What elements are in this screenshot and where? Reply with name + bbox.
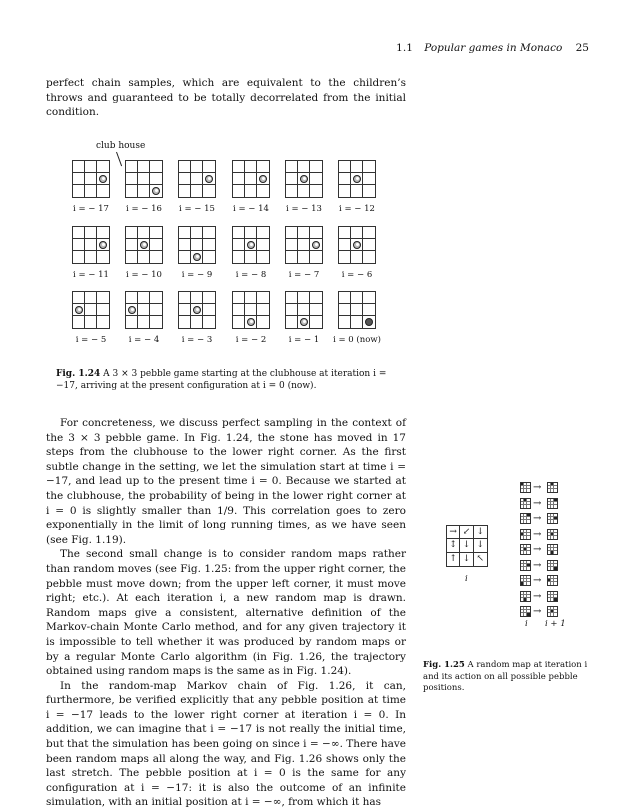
iteration-label: i = − 13: [286, 204, 322, 214]
grid-cell: [233, 185, 245, 197]
mini-grid: [520, 513, 531, 524]
pebble-icon: [193, 253, 201, 261]
grid-cell: [286, 316, 298, 328]
mini-grid: [547, 591, 558, 602]
grid-cell: [97, 173, 109, 185]
grid-cell: [310, 161, 322, 173]
grid-cell: [179, 173, 191, 185]
mini-grid: [520, 591, 531, 602]
grid-cell: [85, 239, 97, 251]
grid-cell: [339, 161, 351, 173]
pebble-grid: [232, 291, 270, 329]
pebble-grid: [285, 226, 323, 264]
pebble-icon: [140, 241, 148, 249]
grid-cell: [233, 239, 245, 251]
map-arrow-icon: ↓: [460, 539, 473, 552]
pebble-grid: [178, 226, 216, 264]
caption-text: A 3 × 3 pebble game starting at the clubhouse at iteration i = −17, arriving at the present configuration at i = 0 (now).: [56, 369, 387, 391]
grid-cell: [339, 251, 351, 263]
grid-cell: [85, 292, 97, 304]
grid-cell: [286, 161, 298, 173]
grid-cell: [203, 251, 215, 263]
pebble-icon: [128, 306, 136, 314]
pebble-grid: [285, 160, 323, 198]
grid-cell: [150, 161, 162, 173]
grid-cell: [138, 227, 150, 239]
grid-cell: [245, 251, 257, 263]
grid-cell: [351, 292, 363, 304]
grid-cell: [191, 304, 203, 316]
grid-cell: [351, 304, 363, 316]
grid-cell: [191, 316, 203, 328]
pebble-icon: [353, 175, 361, 183]
grid-cell: [203, 239, 215, 251]
grid-cell: [351, 227, 363, 239]
pebble-grid: [72, 226, 110, 264]
grid-cell: [339, 239, 351, 251]
grid-cell: [339, 173, 351, 185]
grid-cell: [233, 173, 245, 185]
grid-cell: [298, 173, 310, 185]
grid-cell: [363, 173, 375, 185]
grid-cell: [150, 227, 162, 239]
pebble-grid: [72, 160, 110, 198]
iteration-label: i = − 4: [128, 335, 160, 345]
grid-cell: [203, 316, 215, 328]
grid-cell: [339, 227, 351, 239]
grid-cell: [257, 251, 269, 263]
grid-cell: [257, 227, 269, 239]
pebble-icon: [365, 318, 373, 326]
grid-cell: [310, 316, 322, 328]
grid-cell: [179, 316, 191, 328]
grid-cell: [150, 292, 162, 304]
grid-cell: [179, 161, 191, 173]
grid-cell: [257, 316, 269, 328]
grid-cell: [97, 161, 109, 173]
grid-cell: [245, 239, 257, 251]
grid-cell: [203, 304, 215, 316]
page-number: 25: [575, 42, 589, 54]
grid-cell: [351, 239, 363, 251]
pebble-icon: [193, 306, 201, 314]
body-text: [46, 416, 406, 810]
mini-grid: [520, 560, 531, 571]
grid-cell: [351, 251, 363, 263]
grid-cell: [363, 185, 375, 197]
grid-cell: [233, 161, 245, 173]
grid-cell: [85, 185, 97, 197]
iteration-label: i = − 5: [75, 335, 107, 345]
grid-cell: [73, 173, 85, 185]
grid-cell: [351, 161, 363, 173]
grid-cell: [73, 304, 85, 316]
grid-cell: [245, 304, 257, 316]
grid-cell: [191, 239, 203, 251]
grid-cell: [150, 316, 162, 328]
grid-cell: [85, 304, 97, 316]
grid-cell: [191, 292, 203, 304]
iteration-label: i = − 16: [126, 204, 162, 214]
grid-cell: [97, 185, 109, 197]
pebble-icon: [300, 175, 308, 183]
mini-grid: [520, 544, 531, 555]
grid-cell: [138, 239, 150, 251]
grid-cell: [73, 227, 85, 239]
grid-cell: [97, 239, 109, 251]
grid-cell: [150, 173, 162, 185]
grid-cell: [191, 161, 203, 173]
grid-cell: [257, 304, 269, 316]
map-arrow-icon: ↖: [476, 554, 485, 565]
maps-to-arrow-icon: →: [533, 606, 542, 617]
grid-cell: [97, 227, 109, 239]
grid-cell: [126, 185, 138, 197]
grid-cell: [339, 185, 351, 197]
grid-cell: [257, 239, 269, 251]
grid-cell: [179, 227, 191, 239]
grid-cell: [310, 185, 322, 197]
iteration-label: i = − 11: [73, 270, 109, 280]
pebble-grid: [178, 160, 216, 198]
mini-grid: [547, 560, 558, 571]
grid-cell: [85, 227, 97, 239]
grid-cell: [138, 316, 150, 328]
pebble-icon: [312, 241, 320, 249]
section-number: 1.1: [396, 42, 413, 54]
grid-cell: [85, 251, 97, 263]
maps-to-arrow-icon: →: [533, 590, 542, 602]
mini-grid: [547, 575, 558, 586]
grid-cell: [298, 239, 310, 251]
label-i-left: i: [525, 619, 528, 629]
caption-text: A random map at iteration i and its action on all possible pebble positions.: [423, 660, 588, 693]
mini-grid: [547, 498, 558, 509]
grid-cell: [351, 173, 363, 185]
grid-cell: [286, 173, 298, 185]
grid-cell: [245, 161, 257, 173]
grid-cell: [245, 227, 257, 239]
pebble-grid: [125, 291, 163, 329]
label-i-plus-1: i + 1: [545, 619, 566, 629]
grid-cell: [233, 304, 245, 316]
grid-cell: [203, 161, 215, 173]
pebble-icon: [75, 306, 83, 314]
grid-cell: [191, 185, 203, 197]
grid-cell: [310, 292, 322, 304]
pebble-grid: [178, 291, 216, 329]
grid-cell: [73, 251, 85, 263]
iteration-label: i = − 7: [288, 270, 320, 280]
map-arrow-icon: →: [447, 526, 460, 539]
mini-grid: [520, 575, 531, 586]
paragraph-1: For concreteness, we discuss perfect sampling in the context of the 3 × 3 pebble game. In Fig. 1.24, the stone has moved in 17 steps from the clubhouse to the lower right corner. As the first subtle change in the setting, we let the simulation start at time i = −17, and lead up to the present time i = 0. Because we started at the clubhouse, the probability of being in the lower right corner at i = 0 is slightly smaller than 1/9. This correlation goes to zero exponentially in the limit of long running times, as we have seen (see Fig. 1.19).: [46, 417, 406, 546]
grid-cell: [339, 316, 351, 328]
iteration-label: i = − 6: [341, 270, 373, 280]
grid-cell: [257, 185, 269, 197]
grid-cell: [126, 292, 138, 304]
grid-cell: [191, 173, 203, 185]
map-arrow-icon: ↓: [460, 553, 473, 566]
label-i: i: [465, 574, 468, 584]
maps-to-arrow-icon: →: [533, 559, 542, 571]
paragraph-3: In the random-map Markov chain of Fig. 1.26, it can, furthermore, be verified explicitly that any pebble position at time i = −17 leads to the lower right corner at iteration i = 0. In addition, we can imagine that i = −17 is not really the initial time, but that the simulation has been going on since i = −∞. There have been random maps all along the way, and Fig. 1.26 shows only the last stretch. The pebble position at i = 0 is the same for any configuration at i = −17: it is also the outcome of an infinite simulation, with an initial position at i = −∞, from which it has: [46, 679, 406, 809]
grid-cell: [310, 239, 322, 251]
grid-cell: [138, 161, 150, 173]
grid-cell: [245, 185, 257, 197]
intro-paragraph: perfect chain samples, which are equivalent to the children’s throws and guaranteed to be totally decorrelated from the initial condition.: [46, 77, 406, 119]
mini-grid: [520, 529, 531, 540]
grid-cell: [97, 304, 109, 316]
grid-cell: [203, 185, 215, 197]
maps-to-arrow-icon: →: [533, 575, 542, 586]
grid-cell: [150, 239, 162, 251]
grid-cell: [203, 227, 215, 239]
grid-cell: [286, 304, 298, 316]
maps-to-arrow-icon: →: [533, 544, 542, 555]
pebble-icon: [152, 187, 160, 195]
grid-cell: [286, 292, 298, 304]
grid-cell: [150, 185, 162, 197]
pebble-grid: [232, 160, 270, 198]
iteration-label: i = − 15: [179, 204, 215, 214]
grid-cell: [286, 251, 298, 263]
grid-cell: [298, 227, 310, 239]
iteration-label: i = − 10: [126, 270, 162, 280]
maps-to-arrow-icon: →: [533, 513, 542, 524]
grid-cell: [351, 185, 363, 197]
grid-cell: [73, 185, 85, 197]
grid-cell: [310, 173, 322, 185]
caption-label: Fig. 1.25: [423, 660, 465, 670]
pebble-icon: [247, 318, 255, 326]
maps-to-arrow-icon: →: [533, 528, 542, 540]
grid-cell: [179, 251, 191, 263]
grid-cell: [126, 239, 138, 251]
pebble-grid: [125, 226, 163, 264]
grid-cell: [310, 251, 322, 263]
pebble-icon: [205, 175, 213, 183]
mini-grid: [547, 606, 558, 617]
grid-cell: [138, 173, 150, 185]
figure-1-25-caption: [423, 660, 593, 695]
iteration-label: i = − 2: [235, 335, 267, 345]
mini-grid: [547, 529, 558, 540]
iteration-label: i = − 12: [339, 204, 375, 214]
map-arrow-icon: ↓: [474, 539, 487, 552]
map-arrow-icon: ↑: [447, 553, 460, 566]
maps-to-arrow-icon: →: [533, 497, 542, 509]
pebble-grid: [72, 291, 110, 329]
pebble-icon: [247, 241, 255, 249]
pebble-icon: [99, 241, 107, 249]
grid-cell: [298, 185, 310, 197]
grid-cell: [97, 292, 109, 304]
grid-cell: [85, 173, 97, 185]
grid-cell: [179, 292, 191, 304]
grid-cell: [138, 304, 150, 316]
mini-grid: [547, 544, 558, 555]
grid-cell: [363, 292, 375, 304]
grid-cell: [286, 185, 298, 197]
pebble-icon: [300, 318, 308, 326]
grid-cell: [286, 239, 298, 251]
grid-cell: [298, 316, 310, 328]
grid-cell: [138, 292, 150, 304]
grid-cell: [363, 227, 375, 239]
grid-cell: [85, 316, 97, 328]
grid-cell: [339, 304, 351, 316]
grid-cell: [126, 227, 138, 239]
mini-grid: [520, 498, 531, 509]
map-arrow-icon: ↓: [474, 526, 487, 539]
grid-cell: [126, 161, 138, 173]
grid-cell: [363, 251, 375, 263]
grid-cell: [298, 161, 310, 173]
pebble-icon: [259, 175, 267, 183]
grid-cell: [203, 173, 215, 185]
iteration-label: i = − 1: [288, 335, 320, 345]
figure-1-24-caption: [56, 368, 411, 392]
club-house-pointer: [116, 152, 122, 166]
grid-cell: [179, 185, 191, 197]
map-arrow-icon: ↙: [460, 526, 473, 539]
grid-cell: [97, 316, 109, 328]
iteration-label: i = − 17: [73, 204, 109, 214]
pebble-icon: [353, 241, 361, 249]
pebble-grid: [285, 291, 323, 329]
mini-grid: [547, 482, 558, 493]
pebble-grid: [125, 160, 163, 198]
grid-cell: [245, 292, 257, 304]
grid-cell: [73, 239, 85, 251]
grid-cell: [138, 251, 150, 263]
grid-cell: [233, 251, 245, 263]
grid-cell: [245, 173, 257, 185]
grid-cell: [191, 251, 203, 263]
grid-cell: [73, 292, 85, 304]
grid-cell: [286, 227, 298, 239]
map-arrow-icon: ↕: [447, 539, 460, 552]
grid-cell: [73, 161, 85, 173]
section-title: Popular games in Monaco: [424, 42, 563, 54]
grid-cell: [138, 185, 150, 197]
grid-cell: [363, 304, 375, 316]
random-map-grid: [446, 525, 488, 567]
pebble-grid: [338, 226, 376, 264]
grid-cell: [310, 227, 322, 239]
grid-cell: [126, 316, 138, 328]
mini-grid: [547, 513, 558, 524]
grid-cell: [126, 304, 138, 316]
grid-cell: [233, 292, 245, 304]
club-house-label: club house: [96, 141, 146, 151]
grid-cell: [179, 239, 191, 251]
grid-cell: [179, 304, 191, 316]
pebble-grid: [338, 291, 376, 329]
grid-cell: [126, 251, 138, 263]
mini-grid: [520, 606, 531, 617]
mini-grid: [520, 482, 531, 493]
grid-cell: [298, 304, 310, 316]
grid-cell: [203, 292, 215, 304]
grid-cell: [150, 304, 162, 316]
maps-to-arrow-icon: →: [533, 482, 542, 493]
grid-cell: [339, 292, 351, 304]
grid-cell: [257, 161, 269, 173]
grid-cell: [233, 227, 245, 239]
running-header: [396, 42, 589, 54]
grid-cell: [363, 239, 375, 251]
grid-cell: [363, 316, 375, 328]
grid-cell: [85, 161, 97, 173]
grid-cell: [257, 292, 269, 304]
caption-label: Fig. 1.24: [56, 369, 101, 379]
grid-cell: [310, 304, 322, 316]
pebble-grid: [338, 160, 376, 198]
grid-cell: [363, 161, 375, 173]
grid-cell: [191, 227, 203, 239]
grid-cell: [245, 316, 257, 328]
iteration-label: i = − 9: [181, 270, 213, 280]
pebble-icon: [99, 175, 107, 183]
grid-cell: [73, 316, 85, 328]
pebble-grid: [232, 226, 270, 264]
grid-cell: [257, 173, 269, 185]
iteration-label: i = 0 (now): [333, 335, 381, 345]
grid-cell: [97, 251, 109, 263]
iteration-label: i = − 8: [235, 270, 267, 280]
paragraph-2: The second small change is to consider random maps rather than random moves (see Fig. 1.25: from the upper right corner, the pebble must move down; from the upper left corner, it must move right; etc.). At each iteration i, a new random map is drawn. Random maps give a consistent, alternative definition of the Markov-chain Monte Carlo method, and for any given trajectory it is impossible to tell whether it was produced by random maps or by a regular Monte Carlo algorithm (in Fig. 1.26, the trajectory obtained using random maps is the same as in Fig. 1.24).: [46, 548, 406, 678]
iteration-label: i = − 3: [181, 335, 213, 345]
grid-cell: [298, 292, 310, 304]
grid-cell: [150, 251, 162, 263]
grid-cell: [126, 173, 138, 185]
grid-cell: [351, 316, 363, 328]
iteration-label: i = − 14: [233, 204, 269, 214]
grid-cell: [233, 316, 245, 328]
grid-cell: [298, 251, 310, 263]
